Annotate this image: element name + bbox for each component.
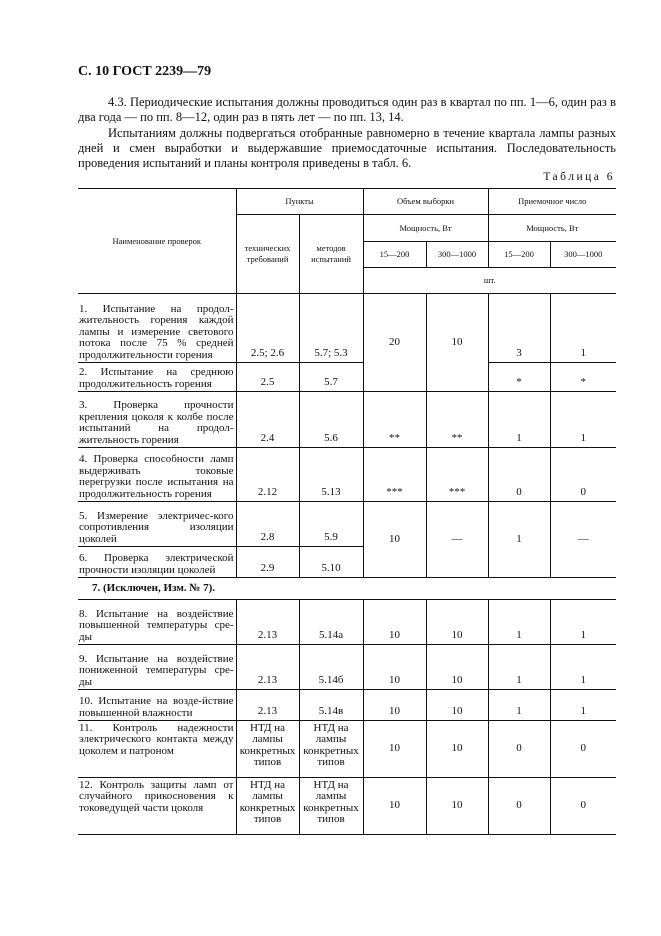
row-accept-1: * (488, 363, 550, 392)
header-tech: технических требований (236, 215, 299, 294)
table-row (78, 690, 616, 721)
row-sample-1: 10 (363, 645, 426, 690)
row-sample-2: 10 (426, 690, 488, 721)
row-accept-2: 0 (550, 448, 616, 502)
row-sample-2: *** (426, 448, 488, 502)
row-method: 5.14а (299, 600, 363, 645)
row-method: 5.7; 5.3 (299, 294, 363, 363)
row-tech: 2.12 (236, 448, 299, 502)
row-tech: 2.5 (236, 363, 299, 392)
paragraph-4-3: 4.3. Периодические испытания должны проводиться один раз в квартал по пп. 1—6, один раз в два года — по пп. 8—12, один раз в пять лет — по пп. 13, 14. (78, 95, 616, 124)
row-accept-1: 1 (488, 600, 550, 645)
row-name: 5. Измерение электричес-кого сопротивления изоляции цоколей (78, 502, 236, 547)
row-sample-2: 10 (426, 721, 488, 778)
header-range-4: 300—1000 (550, 242, 616, 268)
row-name: 1. Испытание на продол-жительность горения каждой лампы и измерение светового потока после 75 % средней продолжительности горения (78, 294, 236, 363)
table-row (78, 363, 616, 392)
excluded-row (78, 578, 616, 600)
row-accept-1: 0 (488, 721, 550, 778)
header-methods: методов испытаний (299, 215, 363, 294)
header-range-1: 15—200 (363, 242, 426, 268)
row-method: 5.14б (299, 645, 363, 690)
sample-300-1000-merged: — (426, 502, 488, 578)
row-tech: 2.13 (236, 600, 299, 645)
table-row (78, 645, 616, 690)
header-name: Наименование проверок (78, 189, 236, 294)
header-punkty: Пункты (236, 189, 363, 215)
header-sample: Объем выборки (363, 189, 488, 215)
paragraph-sampling: Испытаниям должны подвергаться отобранные равномерно в течение квартала лампы разных дней и смен выработки и выдержавшие приемосдаточные испытания. Последовательность проведения испытаний и планы контроля приведены в табл. 6. (78, 126, 616, 170)
row-accept-2: 1 (550, 645, 616, 690)
row-sample-1: *** (363, 448, 426, 502)
accept-15-200-merged: 1 (488, 502, 550, 578)
row-accept-1: 0 (488, 448, 550, 502)
row-tech: НТД на лампы конкретных типов (236, 721, 299, 778)
row-accept-2: 1 (550, 690, 616, 721)
table-row (78, 600, 616, 645)
row-tech: 2.5; 2.6 (236, 294, 299, 363)
row-tech: 2.4 (236, 392, 299, 448)
row-method: НТД на лампы конкретных типов (299, 778, 363, 835)
header-accept: Приемочное число (488, 189, 616, 215)
row-sample-1: ** (363, 392, 426, 448)
row-sample-2: 10 (426, 645, 488, 690)
row-tech: 2.13 (236, 690, 299, 721)
table-6 (78, 188, 616, 835)
row-method: 5.7 (299, 363, 363, 392)
table-row (78, 294, 616, 363)
sample-300-1000-merged: 10 (426, 294, 488, 392)
row-name: 9. Испытание на воздействие пониженной температуры сре-ды (78, 645, 236, 690)
row-name: 11. Контроль надежности электрического контакта между цоколем и патроном (78, 721, 236, 778)
row-method: 5.9 (299, 502, 363, 547)
table-row (78, 778, 616, 835)
sample-15-200-merged: 10 (363, 502, 426, 578)
row-accept-1: 1 (488, 645, 550, 690)
row-name: 4. Проверка способности ламп выдерживать токовые перегрузки после испытания на продолжительность горения (78, 448, 236, 502)
table-row (78, 448, 616, 502)
row-name: 8. Испытание на воздействие повышенной температуры сре-ды (78, 600, 236, 645)
table-row (78, 392, 616, 448)
row-method: 5.10 (299, 547, 363, 578)
row-accept-1: 1 (488, 690, 550, 721)
row-tech: 2.13 (236, 645, 299, 690)
header-power-accept: Мощность, Вт (488, 215, 616, 242)
row-name: 10. Испытание на возде-йствие повышенной влажности (78, 690, 236, 721)
header-unit: шт. (363, 268, 616, 294)
row-tech: 2.8 (236, 502, 299, 547)
table-row-excluded (78, 578, 616, 600)
row-method: 5.14в (299, 690, 363, 721)
row-accept-2: 1 (550, 600, 616, 645)
row-method: 5.13 (299, 448, 363, 502)
row-method: 5.6 (299, 392, 363, 448)
table-row (78, 721, 616, 778)
row-sample-1: 10 (363, 721, 426, 778)
row-name: 12. Контроль защиты ламп от случайного прикосновения к токоведущей части цоколя (78, 778, 236, 835)
row-accept-2: 0 (550, 721, 616, 778)
header-range-2: 300—1000 (426, 242, 488, 268)
row-sample-2: 10 (426, 600, 488, 645)
row-sample-1: 10 (363, 690, 426, 721)
row-name: 3. Проверка прочности крепления цоколя к колбе после испытаний на продол-жительность горения (78, 392, 236, 448)
row-sample-1: 10 (363, 600, 426, 645)
header-range-3: 15—200 (488, 242, 550, 268)
row-accept-1: 0 (488, 778, 550, 835)
row-sample-2: ** (426, 392, 488, 448)
sample-15-200-merged: 20 (363, 294, 426, 392)
row-sample-2: 10 (426, 778, 488, 835)
row-tech: НТД на лампы конкретных типов (236, 778, 299, 835)
table-row (78, 502, 616, 547)
excluded-text: 7. (Исключен, Изм. № 7). (92, 581, 216, 594)
row-name: 2. Испытание на среднюю продолжительность горения (78, 363, 236, 392)
accept-300-1000-merged: — (550, 502, 616, 578)
row-accept-2: 0 (550, 778, 616, 835)
row-method: НТД на лампы конкретных типов (299, 721, 363, 778)
row-name: 6. Проверка электрической прочности изоляции цоколей (78, 547, 236, 578)
row-accept-2: * (550, 363, 616, 392)
row-accept-2: 1 (550, 392, 616, 448)
table-caption: Таблица 6 (543, 171, 615, 183)
row-tech: 2.9 (236, 547, 299, 578)
header-power-sample: Мощность, Вт (363, 215, 488, 242)
row-sample-1: 10 (363, 778, 426, 835)
row-accept-1: 1 (488, 392, 550, 448)
row-accept-2: 1 (550, 294, 616, 363)
row-accept-1: 3 (488, 294, 550, 363)
page-header: С. 10 ГОСТ 2239—79 (78, 64, 212, 79)
